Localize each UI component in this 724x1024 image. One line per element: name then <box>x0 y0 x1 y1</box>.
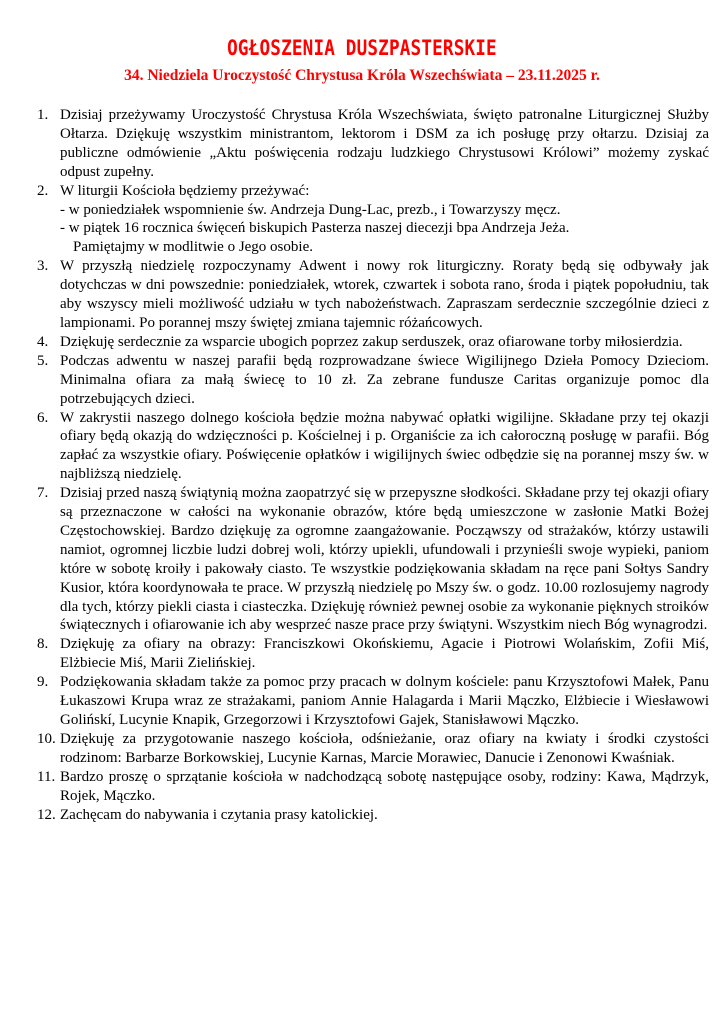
item-number: 3. <box>37 258 49 275</box>
list-item <box>37 635 709 673</box>
item-number: 12. <box>37 806 56 823</box>
page-title: OGŁOSZENIA DUSZPASTERSKIE <box>227 36 497 60</box>
list-item <box>37 352 709 409</box>
item-number: 4. <box>37 333 49 350</box>
item-text: Zachęcam do nabywania i czytania prasy katolickiej. <box>60 806 378 823</box>
item-text: Dzisiaj przeżywamy Uroczystość Chrystusa Króla Wszechświata, święto patronalne Liturgicznej Służby Ołtarza. Dziękuję wszystkim ministrantom, lektorom i DSM za ich posługę przy ołtarzu. Dzisiaj za publiczne odmówienie „Aktu poświęcenia rodzaju ludzkiego Chrystusowi Królowi” możemy zyskać odpust zupełny. <box>60 107 709 180</box>
item-number: 7. <box>37 485 49 502</box>
list-item <box>37 673 709 730</box>
page-subtitle: 34. Niedziela Uroczystość Chrystusa Króla Wszechświata – 23.11.2025 r. <box>124 67 600 84</box>
announcement-list <box>37 106 709 824</box>
list-item <box>37 333 709 352</box>
item-text: W zakrystii naszego dolnego kościoła będzie można nabywać opłatki wigilijne. Składane przy tej okazji ofiary będą okazją do wdzięczności p. Kościelnej i p. Organiście za ich całoroczną posługę w parafii. Bóg zapłać za wszystkie ofiary. Poświęcenie opłatków i wigilijnych świec odbędzie się na porannej mszy św. w najbliższą niedzielę. <box>60 409 709 483</box>
item-text: Bardzo proszę o sprzątanie kościoła w nadchodzącą sobotę następujące osoby, rodziny: Kawa, Mądrzyk, Rojek, Mączko. <box>60 768 709 804</box>
list-item <box>37 730 709 768</box>
item-number: 9. <box>37 674 49 691</box>
list-item <box>37 409 709 485</box>
item-number: 10. <box>37 730 56 747</box>
item-subline: - w piątek 16 rocznica święceń biskupich Pasterza naszej diecezji bpa Andrzeja Jeża. <box>60 220 570 237</box>
list-item <box>37 182 709 258</box>
item-text: Dziękuję za przygotowanie naszego kościoła, odśnieżanie, oraz ofiary na kwiaty i środki czystości rodzinom: Barbarze Borkowskiej, Lucynie Karnas, Marcie Morawiec, Danucie i Zenonowi Kwaśniak. <box>60 730 709 766</box>
item-number: 5. <box>37 352 49 369</box>
list-item <box>37 768 709 806</box>
list-item <box>37 106 709 182</box>
item-text: Dziękuję za ofiary na obrazy: Franciszkowi Okońskiemu, Agacie i Piotrowi Wolańskim, Zofii Miś, Elżbiecie Miś, Marii Zielińskiej. <box>60 636 709 672</box>
item-text: Podziękowania składam także za pomoc przy pracach w dolnym kościele: panu Krzysztofowi Małek, Panu Łukaszowi Krupa wraz ze strażakami, paniom Annie Halagarda i Marii Mączko, Elżbiecie i Wiesławowi Golińskí, Lucynie Knapik, Grzegorzowi i Krzysztofowi Gajek, Stanisławowi Mączko. <box>60 674 709 728</box>
item-subline: - w poniedziałek wspomnienie św. Andrzeja Dung-Lac, prezb., i Towarzyszy męcz. <box>60 201 561 218</box>
item-number: 2. <box>37 182 49 199</box>
item-number: 8. <box>37 636 49 653</box>
item-text: Dziękuję serdecznie za wsparcie ubogich poprzez zakup serduszek, oraz ofiarowane torby miłosierdzia. <box>60 333 683 350</box>
item-text: W przyszłą niedzielę rozpoczynamy Adwent i nowy rok liturgiczny. Roraty będą się odbywały jak dotychczas w dni powszednie: poniedziałek, wtorek, czwartek i sobota rano, środa i piątek popołudniu, tak aby wszyscy mieli możliwość udziału w tych nabożeństwach. Zapraszam serdecznie szczególnie dzieci z lampionami. Po porannej mszy świętej zmiana tajemnic różańcowych. <box>60 258 709 331</box>
list-item <box>37 806 709 825</box>
item-number: 1. <box>37 107 49 123</box>
item-text: W liturgii Kościoła będziemy przeżywać: <box>60 182 310 199</box>
item-subline: Pamiętajmy w modlitwie o Jego osobie. <box>73 239 313 256</box>
list-item <box>37 484 709 635</box>
item-number: 11. <box>37 768 56 785</box>
item-text: Podczas adwentu w naszej parafii będą rozprowadzane świece Wigilijnego Dzieła Pomocy Dzieciom. Minimalna ofiara za małą świecę to 10 zł. Za zebrane fundusze Caritas organizuje pomoc dla potrzebujących dzieci. <box>60 352 709 407</box>
item-number: 6. <box>37 409 49 426</box>
item-text: Dzisiaj przed naszą świątynią można zaopatrzyć się w przepyszne słodkości. Składane przy tej okazji ofiary są przeznaczone w całości na wykonanie obrazów, które będą umieszczone w zasłonie Matki Bożej Częstochowskiej. Bardzo dziękuję za ogromne zaangażowanie. Począwszy od strażaków, którzy ustawili namiot, ogromnej liczbie ludzi dobrej woli, którzy upiekli, ufundowali i przynieśli swoje wypieki, paniom które w sobotę kroiły i pakowały ciasto. Te wszystkie podziękowania składam na ręce pani Sołtys Sandry Kusior, która koordynowała te prace. W przyszłą niedzielę po Mszy św. o godz. 10.00 rozlosujemy nagrody dla tych, którzy piekli ciasta i ciasteczka. Dziękuję również pewnej osobie za wykonanie pięknych stroików świątecznych i ofiarowanie ich aby wesprzeć nasze prace przy świątyni. Wszystkim niech Bóg wynagrodzi. <box>60 485 709 634</box>
list-item <box>37 257 709 333</box>
